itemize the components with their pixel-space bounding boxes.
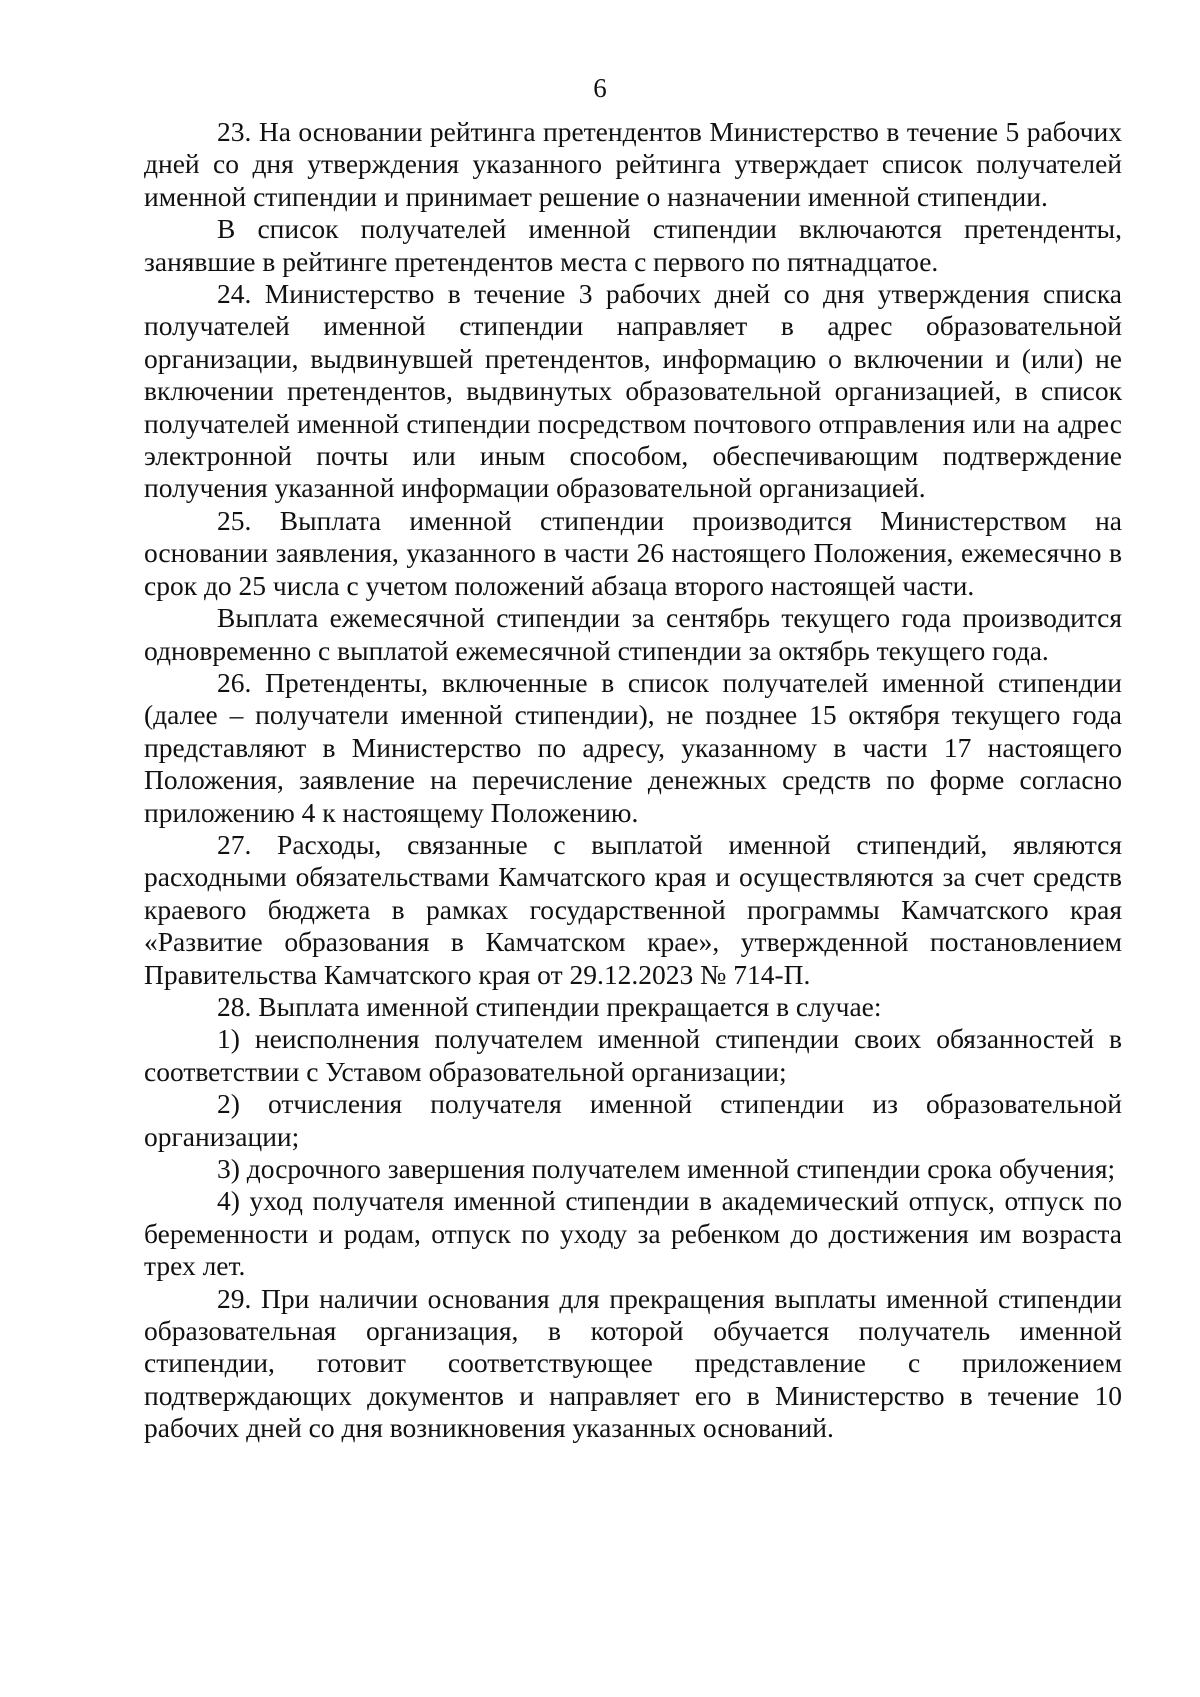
paragraph-28-item-3: 3) досрочного завершения получателем именной стипендии срока обучения;	[217, 1153, 1116, 1184]
paragraph-23-second: В список получателей именной стипендии включаются претенденты, занявшие в рейтинге претендентов места с первого по пятнадцатое.	[144, 213, 1122, 277]
page-number: 6	[593, 73, 607, 103]
paragraph-28: 28. Выплата именной стипендии прекращается в случае:	[217, 990, 882, 1022]
paragraph-24: 24. Министерство в течение 3 рабочих дней со дня утверждения списка получателей именной стипендии направляет в адрес образовательной организации, выдвинувшей претендентов, информацию о включении и (или) не включении претендентов, выдвинутых образовательной организацией, в список получателей именной стипендии посредством почтового отправления или на адрес электронной почты или иным способом, обеспечивающим подтверждение получения указанной информации образовательной организацией.	[144, 278, 1122, 504]
paragraph-27: 27. Расходы, связанные с выплатой именной стипендий, являются расходными обязательствами Камчатского края и осуществляются за счет средств краевого бюджета в рамках государственной программы Камчатского края «Развитие образования в Камчатском крае», утвержденной постановлением Правительства Камчатского края от 29.12.2023 № 714-П.	[144, 828, 1122, 990]
paragraph-23: 23. На основании рейтинга претендентов Министерство в течение 5 рабочих дней со дня утверждения указанного рейтинга утверждает список получателей именной стипендии и принимает решение о назначении именной стипендии.	[144, 116, 1122, 212]
paragraph-28-item-4: 4) уход получателя именной стипендии в академический отпуск, отпуск по беременности и родам, отпуск по уходу за ребенком до достижения им возраста трех лет.	[144, 1185, 1122, 1282]
paragraph-25: 25. Выплата именной стипендии производится Министерством на основании заявления, указанного в части 26 настоящего Положения, ежемесячно в срок до 25 числа с учетом положений абзаца второго настоящей части.	[144, 504, 1122, 601]
paragraph-26: 26. Претенденты, включенные в список получателей именной стипендии (далее – получатели именной стипендии), не позднее 15 октября текущего года представляют в Министерство по адресу, указанному в части 17 настоящего Положения, заявление на перечисление денежных средств по форме согласно приложению 4 к настоящему Положению.	[144, 666, 1122, 828]
paragraph-28-item-2: 2) отчисления получателя именной стипендии из образовательной организации;	[144, 1088, 1122, 1152]
paragraph-25-second: Выплата ежемесячной стипендии за сентябрь текущего года производится одновременно с выплатой ежемесячной стипендии за октябрь текущего года.	[144, 602, 1122, 666]
paragraph-28-item-1: 1) неисполнения получателем именной стипендии своих обязанностей в соответствии с Уставом образовательной организации;	[144, 1023, 1122, 1087]
paragraph-29: 29. При наличии основания для прекращения выплаты именной стипендии образовательная организация, в которой обучается получатель именной стипендии, готовит соответствующее представление с приложением подтверждающих документов и направляет его в Министерство в течение 10 рабочих дней со дня возникновения указанных оснований.	[144, 1282, 1122, 1444]
document-body	[144, 116, 1122, 1445]
